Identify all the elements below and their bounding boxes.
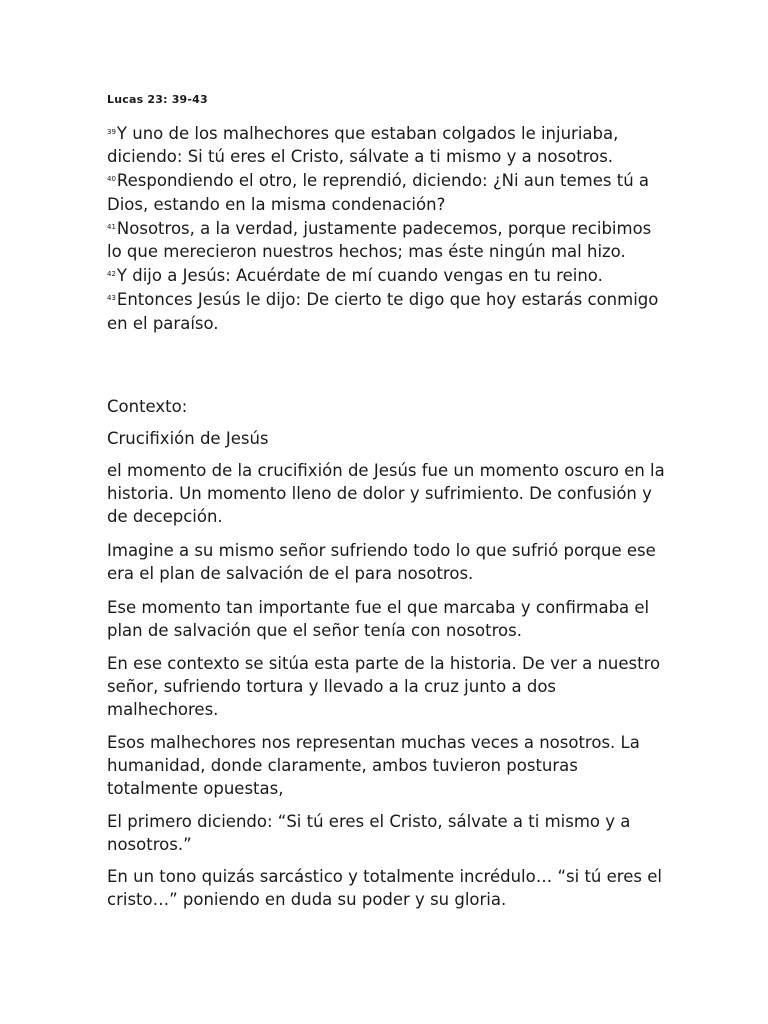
paragraph: Imagine a su mismo señor sufriendo todo lo que sufrió porque ese era el plan de salvación de el para nosotros. bbox=[107, 541, 656, 584]
paragraph: Esos malhechores nos representan muchas veces a nosotros. La humanidad, donde claramente, ambos tuvieron posturas totalmente opuestas, bbox=[107, 733, 640, 799]
verse-number: 41 bbox=[107, 222, 116, 231]
verse-number: 43 bbox=[107, 294, 116, 303]
paragraph: Ese momento tan importante fue el que marcaba y confirmaba el plan de salvación que el señor tenía con nosotros. bbox=[107, 598, 650, 641]
paragraph: el momento de la crucifixión de Jesús fue un momento oscuro en la historia. Un momento lleno de dolor y sufrimiento. De confusión y de decepción. bbox=[107, 461, 665, 527]
verse-text: Y dijo a Jesús: Acuérdate de mí cuando vengas en tu reino. bbox=[116, 266, 603, 286]
verse-text: Entonces Jesús le dijo: De cierto te digo que hoy estarás conmigo en el paraíso. bbox=[107, 290, 659, 333]
verse-list bbox=[107, 121, 667, 335]
verse-number: 40 bbox=[107, 175, 116, 184]
verse-text: Respondiendo el otro, le reprendió, diciendo: ¿Ni aun temes tú a Dios, estando en la misma condenación? bbox=[107, 171, 650, 214]
context-heading: Contexto: bbox=[107, 397, 188, 416]
paragraph: En ese contexto se sitúa esta parte de la historia. De ver a nuestro señor, sufriendo tortura y llevado a la cruz junto a dos malhechores. bbox=[107, 654, 661, 720]
verse-40 bbox=[107, 168, 667, 215]
section-subtitle: Crucifixión de Jesús bbox=[107, 429, 269, 448]
verse-42 bbox=[107, 263, 667, 287]
verse-41 bbox=[107, 216, 667, 263]
verse-text: Y uno de los malhechores que estaban colgados le injuriaba, diciendo: Si tú eres el Cristo, sálvate a ti mismo y a nosotros. bbox=[107, 124, 619, 167]
paragraph: El primero diciendo: “Si tú eres el Cristo, sálvate a ti mismo y a nosotros.” bbox=[107, 812, 631, 855]
verse-39 bbox=[107, 121, 667, 168]
scripture-reference: Lucas 23: 39-43 bbox=[107, 93, 208, 106]
paragraph: En un tono quizás sarcástico y totalmente incrédulo… “si tú eres el cristo…” poniendo en duda su poder y su gloria. bbox=[107, 867, 662, 910]
verse-number: 39 bbox=[107, 128, 116, 136]
verse-43 bbox=[107, 287, 667, 334]
verse-text: Nosotros, a la verdad, justamente padecemos, porque recibimos lo que merecieron nuestros hechos; mas éste ningún mal hizo. bbox=[107, 218, 652, 262]
verse-number: 42 bbox=[107, 270, 116, 279]
